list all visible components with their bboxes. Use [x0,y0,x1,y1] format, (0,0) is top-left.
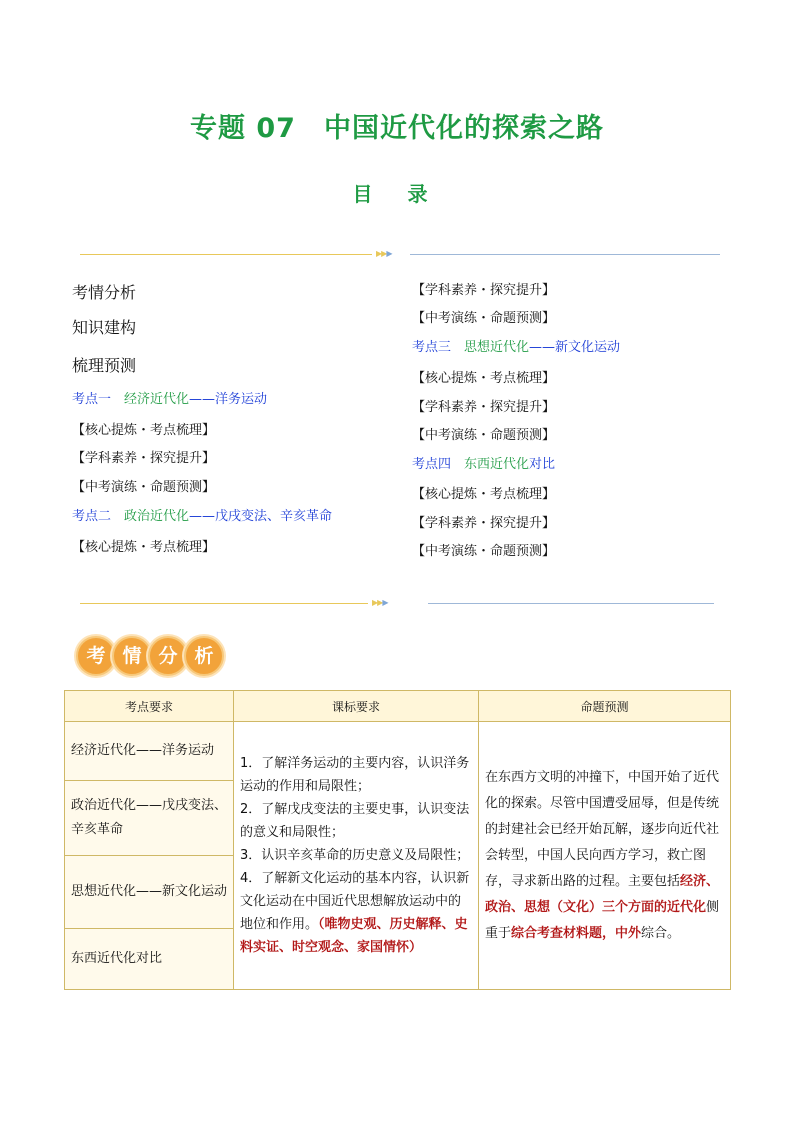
toc-point-mid: 思想近代化 [464,340,530,355]
toc-subsection-link[interactable]: 【学科素养・探究提升】 [412,516,556,531]
toc-subsection-link[interactable]: 【中考演练・命题预测】 [412,544,556,559]
toc-point-mid: 经济近代化 [124,392,190,407]
toc-point-end: 新文化运动 [555,340,621,355]
prediction-text: 在东西方文明的冲撞下，中国开始了近代化的探索。尽管中国遭受屈辱，但是传统的封建社会已经开始瓦解，逐步向近代社会转型，中国人民向西方学习，救亡图存，寻求新出路的过程。主要包括 [485,769,720,889]
toc-heading: 目 录 [352,182,442,206]
header-cell: 考点要求 [65,691,234,722]
toc-point-prefix: 考点一 [72,392,125,407]
toc-point-prefix: 考点二 [72,509,125,524]
toc-exam-point-link[interactable] [412,340,620,356]
toc-point-prefix: 考点四 [412,457,465,472]
arrow-divider-icon: ▶▶▶ [372,598,388,607]
standards-cell [234,722,479,990]
toc-point-mid: 东西近代化 [464,457,530,472]
toc-section-link[interactable]: 梳理预测 [72,356,137,375]
table-row [65,722,731,781]
toc-subsection-link[interactable]: 【核心提炼・考点梳理】 [412,371,556,386]
table-header-row [65,691,731,722]
toc-section-link[interactable]: 知识建构 [72,318,137,337]
standard-item: 1．了解洋务运动的主要内容，认识洋务运动的作用和局限性； [240,756,470,794]
section-badge [74,636,224,676]
toc-subsection-link[interactable]: 【核心提炼・考点梳理】 [72,540,216,555]
toc-subsection-link[interactable]: 【中考演练・命题预测】 [412,428,556,443]
exam-point-cell: 东西近代化对比 [65,929,234,990]
header-cell: 命题预测 [479,691,731,722]
toc-subsection-link[interactable]: 【核心提炼・考点梳理】 [412,487,556,502]
standard-item: 4．了解新文化运动的基本内容，认识新文化运动在中国近代思想解放运动中的地位和作用。 [240,871,470,932]
prediction-cell [479,722,731,990]
exam-point-cell: 思想近代化——新文化运动 [65,856,234,929]
toc-point-end: 戊戌变法、辛亥革命 [215,509,333,524]
arrow-divider-icon: ▶▶▶ [376,249,392,258]
toc-point-end: 洋务运动 [215,392,268,407]
toc-subsection-link[interactable]: 【中考演练・命题预测】 [412,311,556,326]
badge-char: 情 [112,636,152,676]
prediction-text: 侧重于 [485,899,720,941]
standard-item: 2．了解戊戌变法的主要史事，认识变法的意义和局限性； [240,802,470,840]
toc-exam-point-link[interactable] [72,392,267,408]
badge-char: 考 [76,636,116,676]
prediction-emphasis: 经济、政治、思想（文化）三个方面的近代化 [485,873,720,915]
toc-subsection-link[interactable]: 【中考演练・命题预测】 [72,480,216,495]
standard-item: 3．认识辛亥革命的历史意义及局限性； [240,848,470,863]
toc-subsection-link[interactable]: 【学科素养・探究提升】 [412,283,556,298]
divider-bottom [80,599,720,609]
toc-point-sep: —— [189,392,216,407]
toc-section-link[interactable]: 考情分析 [72,283,137,302]
toc-exam-point-link[interactable] [412,457,555,473]
prediction-emphasis: 综合考查材料题，中外 [511,925,642,941]
divider-top [80,250,720,260]
exam-point-cell: 政治近代化——戊戌变法、辛亥革命 [65,781,234,856]
badge-char: 析 [184,636,224,676]
toc-exam-point-link[interactable] [72,509,332,525]
page-title: 专题 07 中国近代化的探索之路 [190,113,604,144]
exam-point-cell: 经济近代化——洋务运动 [65,722,234,781]
badge-char: 分 [148,636,188,676]
prediction-text: 综合。 [641,925,681,941]
literacy-emphasis: （唯物史观、历史解释、史料实证、时空观念、家国情怀） [240,917,468,955]
toc-point-mid: 政治近代化 [124,509,190,524]
analysis-table [64,690,731,990]
header-cell: 课标要求 [234,691,479,722]
toc-subsection-link[interactable]: 【核心提炼・考点梳理】 [72,423,216,438]
toc-point-end: 对比 [529,457,556,472]
toc-subsection-link[interactable]: 【学科素养・探究提升】 [412,400,556,415]
toc-point-prefix: 考点三 [412,340,465,355]
toc-point-sep: —— [189,509,216,524]
toc-point-sep: —— [529,340,556,355]
toc-subsection-link[interactable]: 【学科素养・探究提升】 [72,451,216,466]
